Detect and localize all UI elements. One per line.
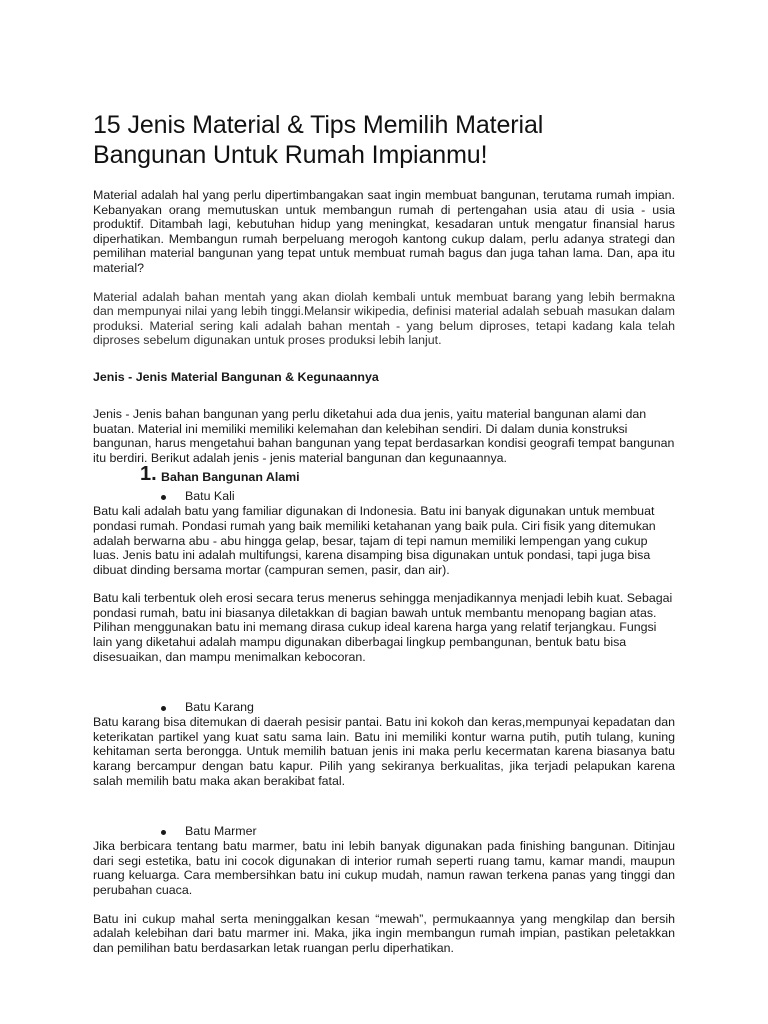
title-line-1: 15 Jenis Material & Tips Memilih Material [93,111,544,139]
list-heading [93,463,675,489]
bullet-icon [161,830,166,835]
item-paragraph: Batu kali terbentuk oleh erosi secara terus menerus sehingga menjadikannya menjadi lebih kuat. Sebagai pondasi rumah, batu ini biasanya diletakkan di bagian bawah untuk membantu menopang bagian atas. Pilihan menggunakan batu ini memang dirasa cukup ideal karena harga yang relatif terjangkau. Fungsi lain yang diketahui adalah mampu digunakan diberbagai lingkup pembangunan, bentuk batu bisa disesuaikan, dan mampu menimalkan kebocoran. [93,591,673,664]
title-line-2: Bangunan Untuk Rumah Impianmu! [93,141,488,169]
list-item [93,489,675,504]
bullet-icon [161,495,166,500]
definition-paragraph: Material adalah bahan mentah yang akan diolah kembali untuk membuat barang yang lebih bermakna dan mempunyai nilai yang lebih tinggi.Melansir wikipedia, definisi material adalah sebuah masukan dalam produksi. Material sering kali adalah bahan mentah - yang belum diproses, tetapi kadang kala telah diproses sebelum digunakan untuk proses produksi lebih lanjut. [93,289,675,348]
item-paragraph: Batu karang bisa ditemukan di daerah pesisir pantai. Batu ini kokoh dan keras,mempunyai kepadatan dan keterikatan partikel yang kuat satu sama lain. Batu ini memiliki kontur warna putih, putih tulang, kuning kehitaman serta berongga. Untuk memilih batuan jenis ini maka perlu kecermatan karena biasanya batu karang bercampur dengan batu kapur. Pilih yang sekiranya berkualitas, jika terjadi pelapukan karena salah memilih batu maka akan berakibat fatal. [93,715,675,788]
item-paragraph: Batu ini cukup mahal serta meninggalkan kesan “mewah”, permukaannya yang mengkilap dan bersih adalah kelebihan dari batu marmer ini. Maka, jika ingin membangun rumah impian, pastikan peletakkan dan pemilihan batu berdasarkan letak ruangan perlu diperhatikan. [93,911,675,955]
item-paragraph: Batu kali adalah batu yang familiar digunakan di Indonesia. Batu ini banyak digunakan untuk membuat pondasi rumah. Pondasi rumah yang baik memiliki ketahanan yang baik pula. Ciri fisik yang ditemukan adalah berwarna abu - abu hingga gelap, besar, tajam di tepi namun memiliki lempengan yang cukup luas. Jenis batu ini adalah multifungsi, karena disamping bisa digunakan untuk pondasi, tapi juga bisa dibuat dinding bersama mortar (campuran semen, pasir, dan air). [93,504,656,577]
list-item-label: Batu Kali [185,489,235,504]
section-heading: Jenis - Jenis Material Bangunan & Kegunaannya [93,369,379,384]
list-item [93,824,675,839]
bullet-icon [161,706,166,711]
section-intro-paragraph: Jenis - Jenis bahan bangunan yang perlu diketahui ada dua jenis, yaitu material bangunan alami dan buatan. Material ini memiliki memiliki kelemahan dan kelebihan sendiri. Di dalam dunia konstruksi bangunan, harus mengetahui bahan bangunan yang tepat berdasarkan kondisi geografi tempat bangunan itu berdiri. Berikut adalah jenis - jenis material bangunan dan kegunaannya. [93,406,675,465]
list-heading-label: Bahan Bangunan Alami [161,470,300,485]
document-page [93,110,675,955]
list-item-label: Batu Marmer [185,824,257,839]
list-number: 1. [140,463,157,486]
intro-paragraph: Material adalah hal yang perlu dipertimbangakan saat ingin membuat bangunan, terutama rumah impian. Kebanyakan orang memutuskan untuk membangun rumah di pertengahan usia atau di usia - usia produktif. Ditambah lagi, kebutuhan hidup yang meningkat, kesadaran untuk mengatur finansial harus diperhatikan. Membangun rumah berpeluang merogoh kantong cukup dalam, perlu adanya strategi dan pemilihan material bangunan yang tepat untuk membuat rumah bagus dan juga tahan lama. Dan, apa itu material? [93,188,675,275]
item-paragraph: Jika berbicara tentang batu marmer, batu ini lebih banyak digunakan pada finishing bangunan. Ditinjau dari segi estetika, batu ini cocok digunakan di interior rumah seperti ruang tamu, kamar mandi, maupun ruang keluarga. Cara membersihkan batu ini cukup mudah, namun rawan terkena panas yang tinggi dan perubahan cuaca. [93,839,675,897]
list-item [93,700,675,715]
page-title [93,110,675,170]
list-item-label: Batu Karang [185,700,254,715]
